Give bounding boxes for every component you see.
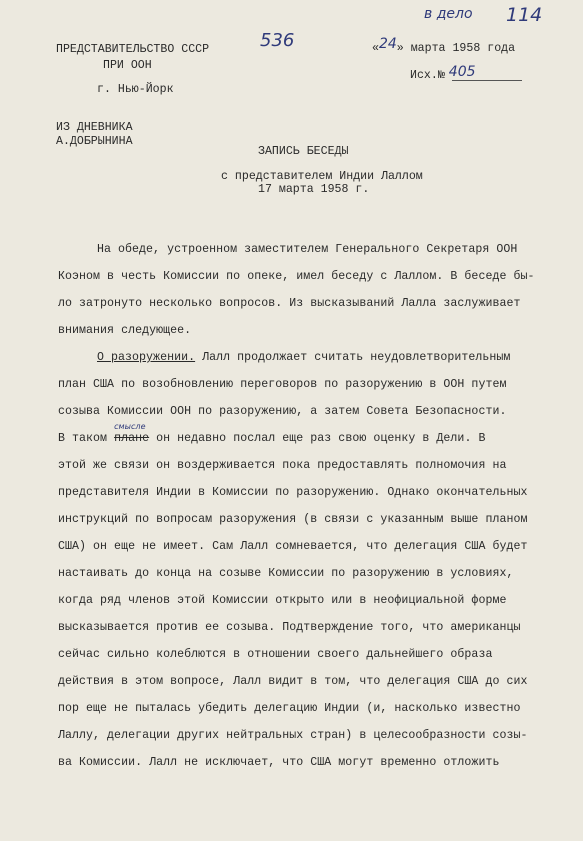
body-line: настаивать до конца на созыве Комиссии по разоружению в условиях,	[58, 567, 514, 580]
date-prefix: «	[372, 42, 379, 55]
body-line: сейчас сильно колеблются в отношении своего дальнейшего образа	[58, 648, 493, 661]
date-line	[372, 36, 516, 55]
title-line-3: 17 марта 1958 г.	[258, 183, 370, 196]
body-line: созыва Комиссии ООН по разоружению, а затем Совета Безопасности.	[58, 405, 507, 418]
body-line: инструкций по вопросам разоружения (в связи с указанным выше планом	[58, 513, 528, 526]
handwritten-insert: смысле	[114, 422, 146, 431]
body-line: ва Комиссии. Лалл не исключает, что США могут временно отложить	[58, 756, 500, 769]
body-line: представителя Индии в Комиссии по разоружению. Однако окончательных	[58, 486, 528, 499]
edited-word	[114, 422, 150, 445]
org-line-1: ПРЕДСТАВИТЕЛЬСТВО СССР	[56, 43, 210, 56]
body-line: Коэном в честь Комиссии по опеке, имел беседу с Лаллом. В беседе бы-	[58, 270, 535, 283]
body-line: На обеде, устроенном заместителем Генерального Секретаря ООН	[97, 243, 518, 256]
section-heading-disarmament: О разоружении.	[97, 351, 196, 364]
org-line-2: ПРИ ООН	[103, 59, 152, 72]
body-line: Лаллу, делегации других нейтральных стран) в целесообразности созы-	[58, 729, 528, 742]
city: г. Нью-Йорк	[97, 83, 174, 96]
struck-word: плане	[114, 432, 150, 445]
body-line-edited: В таком плане смысле он недавно послал еще раз свою оценку в Дели. В	[58, 422, 486, 445]
body-line: ло затронуто несколько вопросов. Из высказываний Лалла заслуживает	[58, 297, 521, 310]
body-line: внимания следующее.	[58, 324, 192, 337]
body-line: действия в этом вопросе, Лалл видит в том, что делегация США до сих	[58, 675, 528, 688]
body-line: когда ряд членов этой Комиссии открыто или в неофициальной форме	[58, 594, 507, 607]
title-line-1: ЗАПИСЬ БЕСЕДЫ	[258, 145, 349, 158]
handwritten-page-number: 114	[506, 4, 543, 26]
body-line: пор еще не пыталась убедить делегацию Индии (и, насколько известно	[58, 702, 521, 715]
body-line: О разоружении. Лалл продолжает считать неудовлетворительным	[97, 351, 511, 364]
outgoing-prefix: Исх.№	[410, 69, 445, 82]
source-line-1: ИЗ ДНЕВНИКА	[56, 121, 133, 134]
body-line: план США по возобновлению переговоров по разоружению в ООН путем	[58, 378, 507, 391]
body-line: США) он еще не имеет. Сам Лалл сомневается, что делегация США будет	[58, 540, 528, 553]
title-line-2: с представителем Индии Лаллом	[221, 170, 423, 183]
date-day-handwritten: 24	[378, 36, 397, 52]
body-line: этой же связи он воздерживается пока предоставлять полномочия на	[58, 459, 507, 472]
outgoing-number-underline	[452, 80, 522, 81]
source-line-2: А.ДОБРЫНИНА	[56, 135, 133, 148]
handwritten-file-note: в дело	[424, 6, 473, 22]
body-line: высказывается против ее созыва. Подтверждение того, что американцы	[58, 621, 521, 634]
handwritten-ref-number: 536	[260, 30, 295, 51]
outgoing-number-handwritten: 405	[448, 64, 476, 80]
date-suffix: » марта 1958 года	[396, 42, 516, 55]
